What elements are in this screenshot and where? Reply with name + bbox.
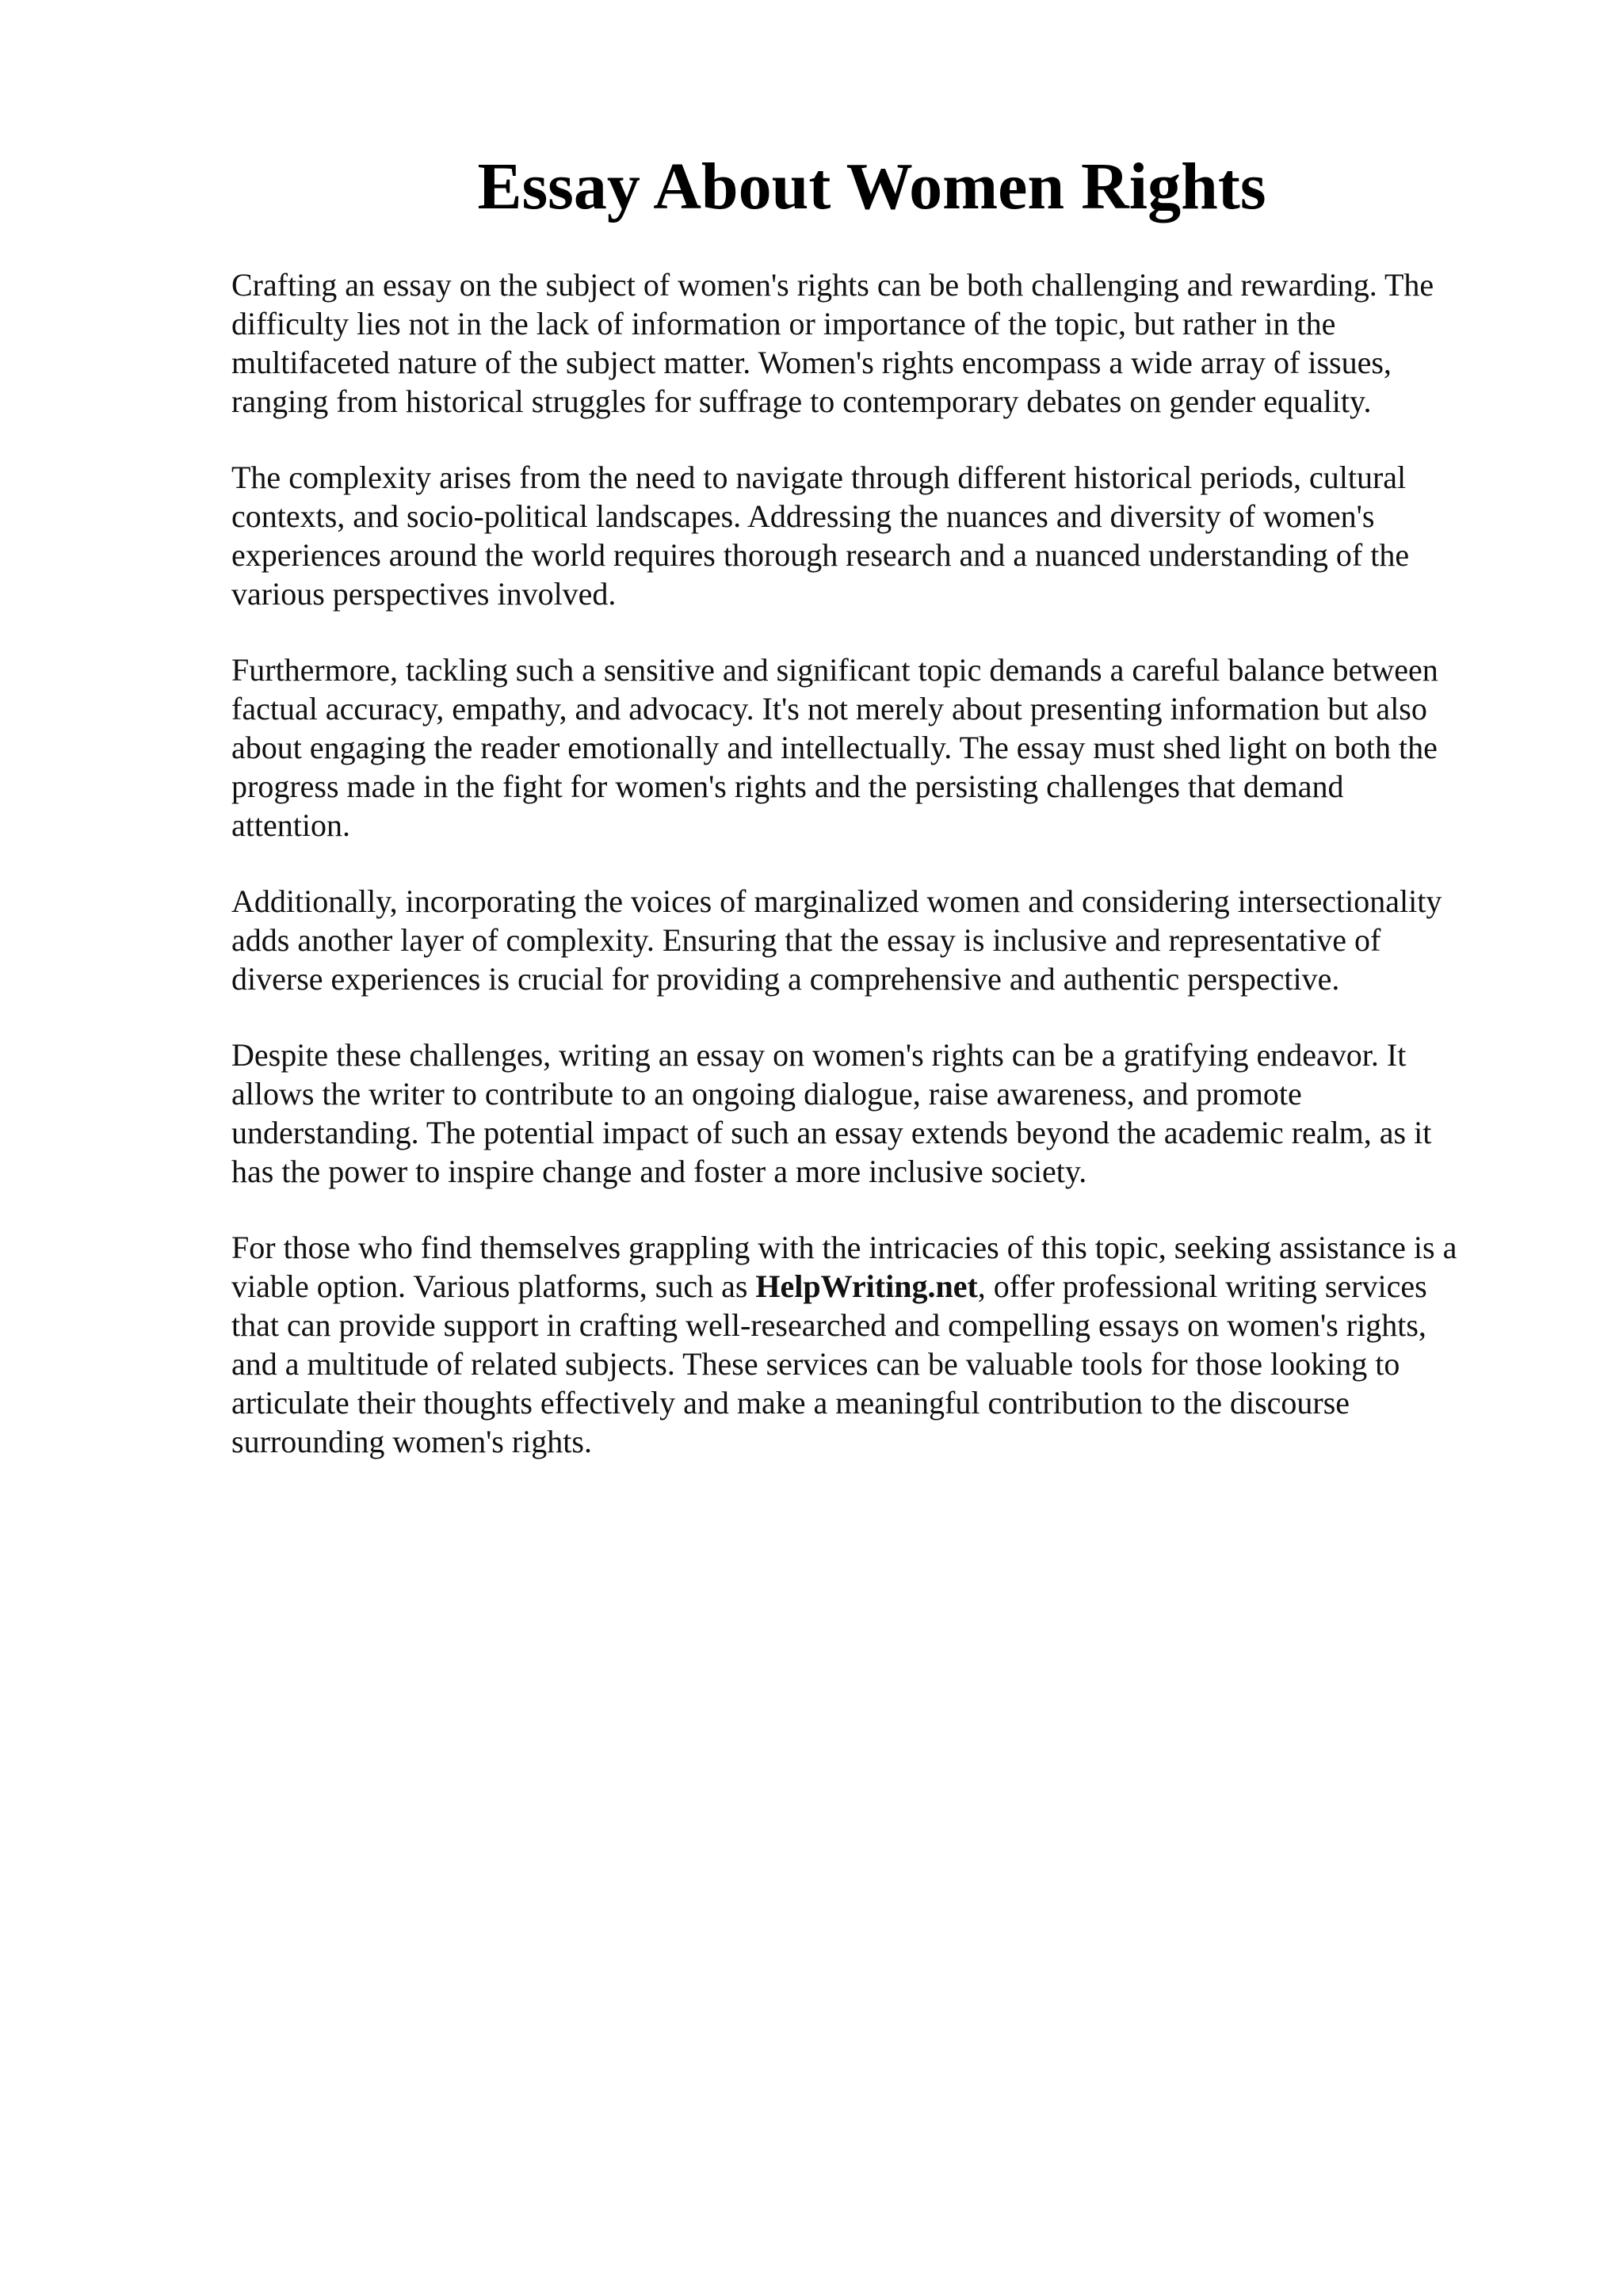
- paragraph-1-line-1: Crafting an essay on the subject of women's rights can be both challenging and rewarding. The: [231, 267, 1434, 303]
- paragraph-4-line-1: Additionally, incorporating the voices of marginalized women and considering intersectionality: [231, 883, 1442, 919]
- paragraph-1: [231, 265, 1531, 421]
- paragraph-6-line-6: surrounding women's rights.: [231, 1424, 592, 1459]
- paragraph-6-line-2-end: , offer professional writing services: [977, 1268, 1427, 1304]
- paragraph-6-line-4: and a multitude of related subjects. These services can be valuable tools for those looking to: [231, 1346, 1400, 1382]
- paragraph-3-line-5: attention.: [231, 807, 350, 843]
- paragraph-6-line-2: [231, 1267, 1531, 1306]
- paragraph-6-line-5: articulate their thoughts effectively and make a meaningful contribution to the discourse: [231, 1385, 1350, 1421]
- paragraph-2-line-2: contexts, and socio-political landscapes. Addressing the nuances and diversity of women's: [231, 498, 1375, 534]
- paragraph-6-line-1: For those who find themselves grappling with the intricacies of this topic, seeking assistance is a: [231, 1230, 1457, 1265]
- paragraph-5-line-1: Despite these challenges, writing an essay on women's rights can be a gratifying endeavor. It: [231, 1037, 1407, 1073]
- paragraph-1-line-2: difficulty lies not in the lack of information or importance of the topic, but rather in the: [231, 306, 1336, 341]
- page-title: Essay About Women Rights: [477, 150, 1266, 223]
- paragraph-2-line-1: The complexity arises from the need to navigate through different historical periods, cultural: [231, 460, 1407, 495]
- paragraph-3-line-1: Furthermore, tackling such a sensitive and significant topic demands a careful balance between: [231, 652, 1438, 688]
- paragraph-2-line-4: various perspectives involved.: [231, 576, 617, 612]
- paragraph-1-line-4: ranging from historical struggles for suffrage to contemporary debates on gender equality.: [231, 383, 1372, 419]
- paragraph-6-line-2-start: viable option. Various platforms, such as: [231, 1268, 756, 1304]
- paragraph-4-line-2: adds another layer of complexity. Ensuring that the essay is inclusive and representative of: [231, 922, 1381, 958]
- paragraph-1-line-3: multifaceted nature of the subject matter. Women's rights encompass a wide array of issues,: [231, 345, 1392, 380]
- paragraph-5-line-3: understanding. The potential impact of such an essay extends beyond the academic realm, as it: [231, 1115, 1432, 1150]
- paragraph-3-line-4: progress made in the fight for women's rights and the persisting challenges that demand: [231, 769, 1344, 804]
- paragraph-3-line-2: factual accuracy, empathy, and advocacy. It's not merely about presenting information but also: [231, 691, 1427, 727]
- paragraph-6: [231, 1228, 1531, 1461]
- paragraph-5: [231, 1035, 1531, 1191]
- paragraph-2: [231, 458, 1531, 613]
- essay-body: [231, 265, 1531, 1498]
- paragraph-3: [231, 650, 1531, 845]
- helpwriting-link[interactable]: HelpWriting.net: [755, 1268, 978, 1304]
- paragraph-3-line-3: about engaging the reader emotionally and intellectually. The essay must shed light on both the: [231, 730, 1438, 765]
- paragraph-5-line-2: allows the writer to contribute to an ongoing dialogue, raise awareness, and promote: [231, 1076, 1302, 1112]
- paragraph-2-line-3: experiences around the world requires thorough research and a nuanced understanding of the: [231, 537, 1410, 573]
- paragraph-4-line-3: diverse experiences is crucial for providing a comprehensive and authentic perspective.: [231, 961, 1340, 997]
- paragraph-4: [231, 882, 1531, 998]
- paragraph-5-line-4: has the power to inspire change and foster a more inclusive society.: [231, 1154, 1087, 1189]
- paragraph-6-line-3: that can provide support in crafting well-researched and compelling essays on women's rights,: [231, 1307, 1426, 1343]
